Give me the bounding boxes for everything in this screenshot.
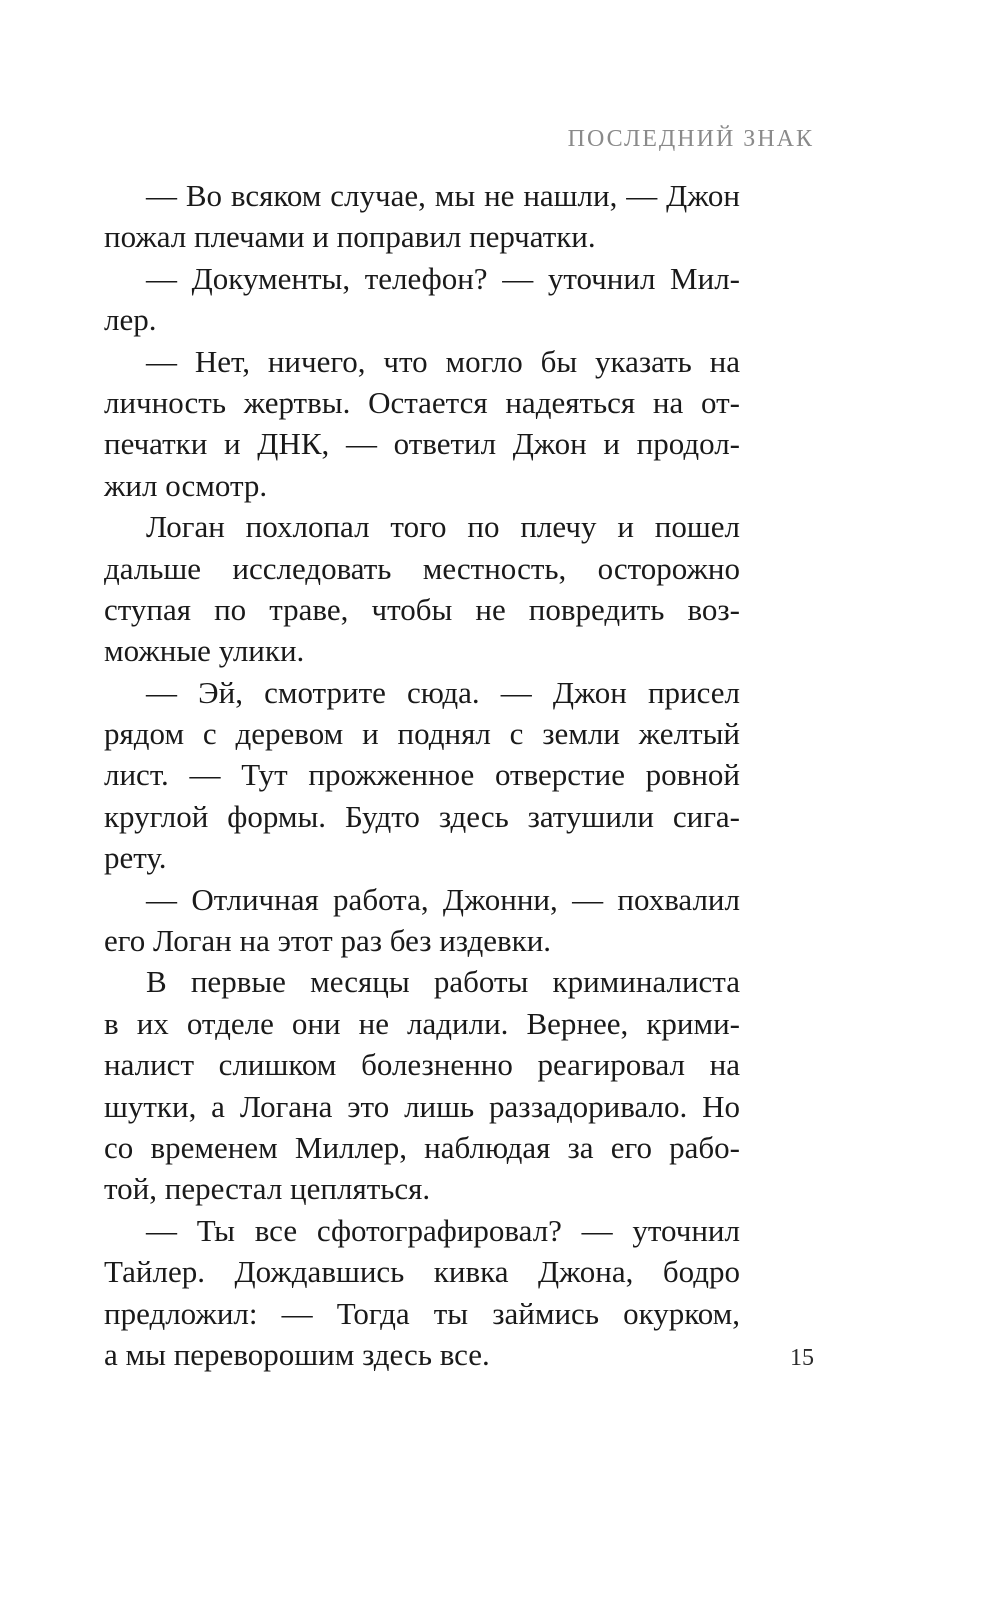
text-line: личность жертвы. Остается надеяться на от-	[104, 384, 740, 420]
text-line: рядом с деревом и поднял с земли желтый	[104, 716, 740, 752]
text-line: можные улики.	[104, 633, 305, 669]
text-line: круглой формы. Будто здесь затушили сига-	[104, 798, 740, 834]
text-line: дальше исследовать местность, осторожно	[104, 550, 740, 586]
text-line: Логан похлопал того по плечу и пошел	[146, 509, 740, 545]
text-line: в их отделе они не ладили. Вернее, крими-	[104, 1005, 740, 1041]
text-line: шутки, а Логана это лишь раззадоривало. Но	[104, 1088, 740, 1124]
page-number: 15	[790, 1345, 814, 1371]
text-line: — Ты все сфотографировал? — уточнил	[146, 1212, 740, 1248]
text-line: жил осмотр.	[104, 467, 268, 503]
text-line: рету.	[104, 840, 167, 876]
text-line: — Отличная работа, Джонни, — похвалил	[146, 881, 740, 917]
text-line: пожал плечами и поправил перчатки.	[104, 219, 596, 255]
text-line: — Во всяком случае, мы не нашли, — Джон	[146, 178, 740, 213]
text-line: со временем Миллер, наблюдая за его рабо-	[104, 1129, 740, 1165]
text-line: предложил: — Тогда ты займись окурком,	[104, 1295, 740, 1331]
text-line: а мы переворошим здесь все.	[104, 1336, 490, 1372]
text-line: лер.	[104, 302, 157, 338]
text-line: В первые месяцы работы криминалиста	[146, 964, 740, 1000]
text-line: — Документы, телефон? — уточнил Мил-	[146, 260, 740, 296]
text-line: налист слишком болезненно реагировал на	[104, 1047, 740, 1083]
text-line: печатки и ДНК, — ответил Джон и продол-	[104, 426, 740, 462]
text-line: ступая по траве, чтобы не повредить воз-	[104, 591, 740, 627]
text-line: — Эй, смотрите сюда. — Джон присел	[146, 674, 740, 710]
body-text	[104, 175, 740, 1375]
text-line: Тайлер. Дождавшись кивка Джона, бодро	[104, 1254, 740, 1290]
text-line: той, перестал цепляться.	[104, 1171, 431, 1207]
text-line: — Нет, ничего, что могло бы указать на	[146, 343, 740, 379]
running-header-title: ПОСЛЕДНИЙ ЗНАК	[567, 126, 814, 152]
text-line: его Логан на этот раз без издевки.	[104, 923, 552, 959]
text-line: лист. — Тут прожженное отверстие ровной	[104, 757, 740, 793]
